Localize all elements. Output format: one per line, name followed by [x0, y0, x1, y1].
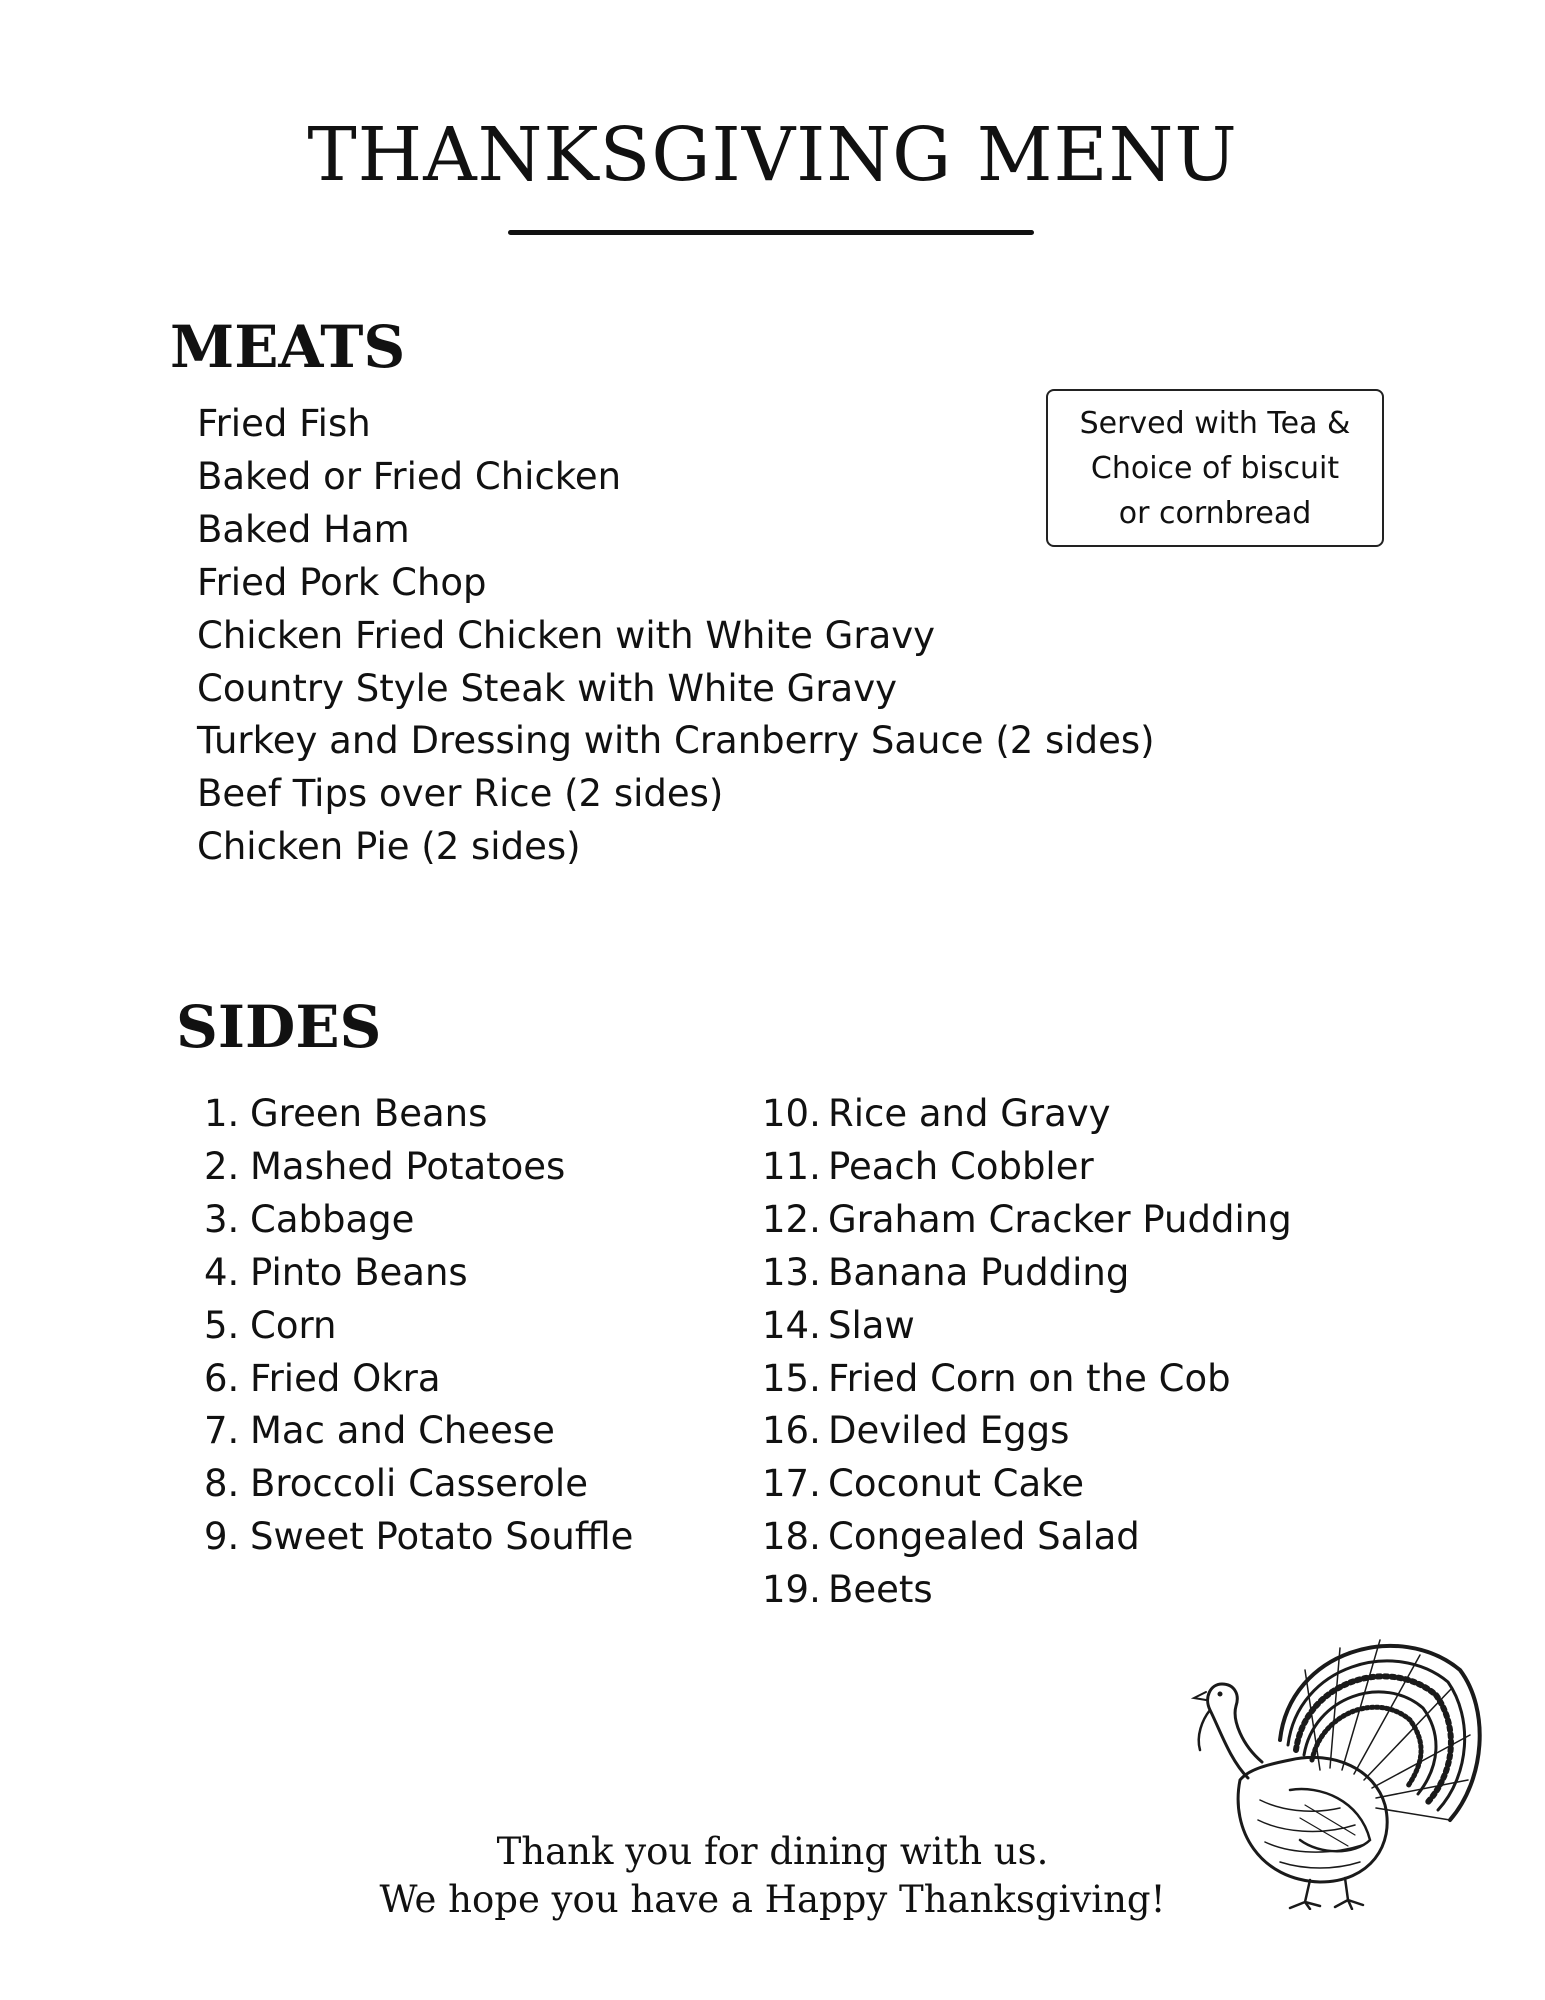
side-number: 17. — [762, 1462, 821, 1506]
side-item — [204, 1088, 633, 1141]
meat-item: Baked Ham — [197, 507, 410, 551]
side-number: 6. — [204, 1356, 240, 1400]
footer-thanks: Thank you for dining with us. — [496, 1830, 1049, 1873]
side-item — [204, 1458, 633, 1511]
side-number: 2. — [204, 1144, 240, 1188]
meat-item: Chicken Fried Chicken with White Gravy — [197, 613, 936, 657]
side-label: Sweet Potato Souffle — [250, 1515, 634, 1559]
side-label: Green Beans — [250, 1092, 488, 1135]
side-item — [762, 1511, 1292, 1564]
page-title: THANKSGIVING MENU — [307, 112, 1238, 198]
meat-item: Fried Fish — [197, 402, 371, 445]
sides-list-right — [762, 1088, 1292, 1617]
side-item — [204, 1300, 633, 1353]
side-item — [762, 1247, 1292, 1300]
side-item — [762, 1300, 1292, 1353]
side-number: 4. — [204, 1250, 240, 1294]
note-line: Choice of biscuit — [1090, 450, 1340, 486]
side-number: 12. — [762, 1197, 821, 1241]
side-label: Fried Okra — [250, 1356, 441, 1400]
meats-heading: MEATS — [170, 313, 406, 381]
side-label: Congealed Salad — [828, 1515, 1140, 1559]
note-line: Served with Tea & — [1079, 405, 1351, 441]
title-divider — [508, 230, 1034, 235]
side-number: 9. — [204, 1515, 240, 1559]
side-item — [204, 1511, 633, 1564]
side-number: 11. — [762, 1144, 821, 1188]
side-label: Banana Pudding — [828, 1250, 1130, 1294]
side-label: Rice and Gravy — [828, 1092, 1111, 1135]
side-number: 7. — [204, 1409, 240, 1453]
side-number: 16. — [762, 1409, 821, 1453]
sides-list-left — [204, 1088, 633, 1564]
side-number: 10. — [762, 1092, 821, 1135]
side-item — [762, 1194, 1292, 1247]
side-item — [204, 1247, 633, 1300]
side-number: 5. — [204, 1303, 240, 1347]
side-label: Beets — [828, 1568, 933, 1612]
side-label: Graham Cracker Pudding — [828, 1197, 1292, 1241]
side-item — [204, 1405, 633, 1458]
side-item — [762, 1088, 1292, 1141]
side-number: 8. — [204, 1462, 240, 1506]
note-line: or cornbread — [1118, 495, 1312, 531]
side-label: Mac and Cheese — [250, 1409, 555, 1453]
side-label: Slaw — [828, 1303, 915, 1347]
meats-list — [197, 398, 1155, 874]
side-number: 3. — [204, 1197, 240, 1241]
meat-item: Country Style Steak with White Gravy — [197, 666, 898, 710]
side-number: 15. — [762, 1356, 821, 1400]
side-item — [204, 1194, 633, 1247]
side-number: 13. — [762, 1250, 821, 1294]
side-label: Pinto Beans — [250, 1250, 468, 1294]
side-item — [204, 1141, 633, 1194]
side-item — [762, 1141, 1292, 1194]
side-item — [762, 1458, 1292, 1511]
side-item — [204, 1353, 633, 1406]
side-label: Broccoli Casserole — [250, 1462, 588, 1506]
footer-happy-thanksgiving: We hope you have a Happy Thanksgiving! — [379, 1878, 1166, 1921]
meat-item: Beef Tips over Rice (2 sides) — [197, 772, 724, 816]
side-number: 19. — [762, 1568, 821, 1612]
side-item — [762, 1353, 1292, 1406]
meat-item: Fried Pork Chop — [197, 560, 487, 604]
meat-item: Baked or Fried Chicken — [197, 454, 622, 498]
side-label: Peach Cobbler — [828, 1144, 1094, 1188]
served-with-note — [1046, 389, 1384, 547]
meat-item: Turkey and Dressing with Cranberry Sauce (2 sides) — [197, 719, 1155, 763]
side-label: Deviled Eggs — [828, 1409, 1070, 1453]
meat-item: Chicken Pie (2 sides) — [197, 825, 581, 869]
side-label: Cabbage — [250, 1197, 415, 1241]
side-number: 14. — [762, 1303, 821, 1347]
sides-heading: SIDES — [176, 993, 382, 1061]
side-label: Mashed Potatoes — [250, 1144, 566, 1188]
side-label: Fried Corn on the Cob — [828, 1356, 1231, 1400]
side-item — [762, 1405, 1292, 1458]
side-label: Coconut Cake — [828, 1462, 1085, 1506]
side-label: Corn — [250, 1303, 337, 1347]
side-number: 18. — [762, 1515, 821, 1559]
side-number: 1. — [204, 1092, 240, 1135]
